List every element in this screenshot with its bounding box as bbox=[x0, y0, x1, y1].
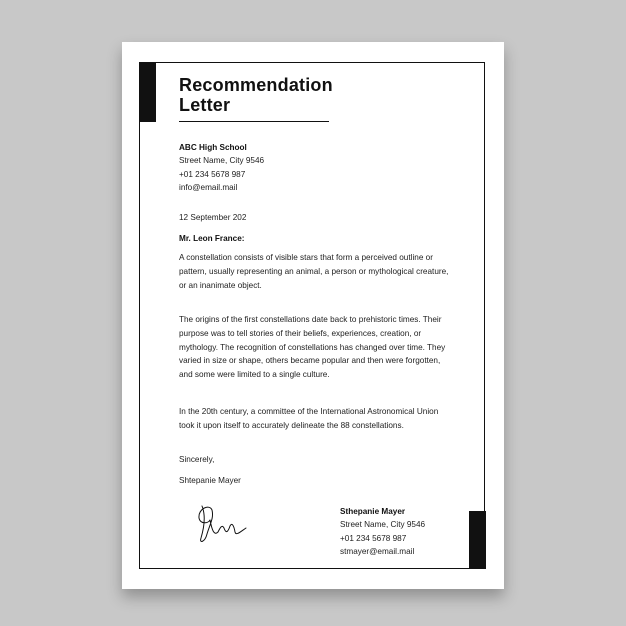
accent-bar-top bbox=[139, 62, 156, 122]
body-paragraph-2: The origins of the first constellations date back to prehistoric times. Their purpose was to tell stories of their beliefs, experiences, creation, or mythology. The recognition of constellations has changed over time. They varied in size or shape, others became popular and then were forgotten, and some were limited to a single culture. bbox=[179, 315, 446, 380]
letter-date: 12 September 202 bbox=[179, 213, 247, 222]
handwritten-signature bbox=[190, 502, 252, 547]
sender-name: ABC High School bbox=[179, 143, 247, 152]
body-paragraph-1: A constellation consists of visible stars that form a perceived outline or pattern, usually representing an animal, a person or mythological creature, or an inanimate object. bbox=[179, 253, 449, 290]
sender-phone: +01 234 5678 987 bbox=[179, 169, 246, 179]
signature-block-email: stmayer@email.mail bbox=[340, 547, 415, 557]
title-divider bbox=[179, 121, 329, 122]
page-title bbox=[179, 75, 333, 115]
signature-block-name: Sthepanie Mayer bbox=[340, 507, 406, 516]
body-paragraph-3: In the 20th century, a committee of the International Astronomical Union took it upon itself to accurately delineate the 88 constellations. bbox=[179, 407, 439, 430]
title-line-1: Recommendation bbox=[179, 75, 333, 95]
salutation: Mr. Leon France: bbox=[179, 234, 245, 243]
signature-block bbox=[340, 505, 425, 559]
title-line-2: Letter bbox=[179, 95, 231, 115]
signature-block-phone: +01 234 5678 987 bbox=[340, 533, 407, 543]
letter-page bbox=[122, 42, 504, 589]
accent-bar-bottom bbox=[469, 511, 486, 569]
sender-email: info@email.mail bbox=[179, 183, 238, 193]
signer-name: Shtepanie Mayer bbox=[179, 476, 241, 485]
sender-block bbox=[179, 141, 264, 195]
sender-address: Street Name, City 9546 bbox=[179, 156, 265, 166]
closing: Sincerely, bbox=[179, 455, 215, 464]
signature-block-address: Street Name, City 9546 bbox=[340, 520, 426, 530]
